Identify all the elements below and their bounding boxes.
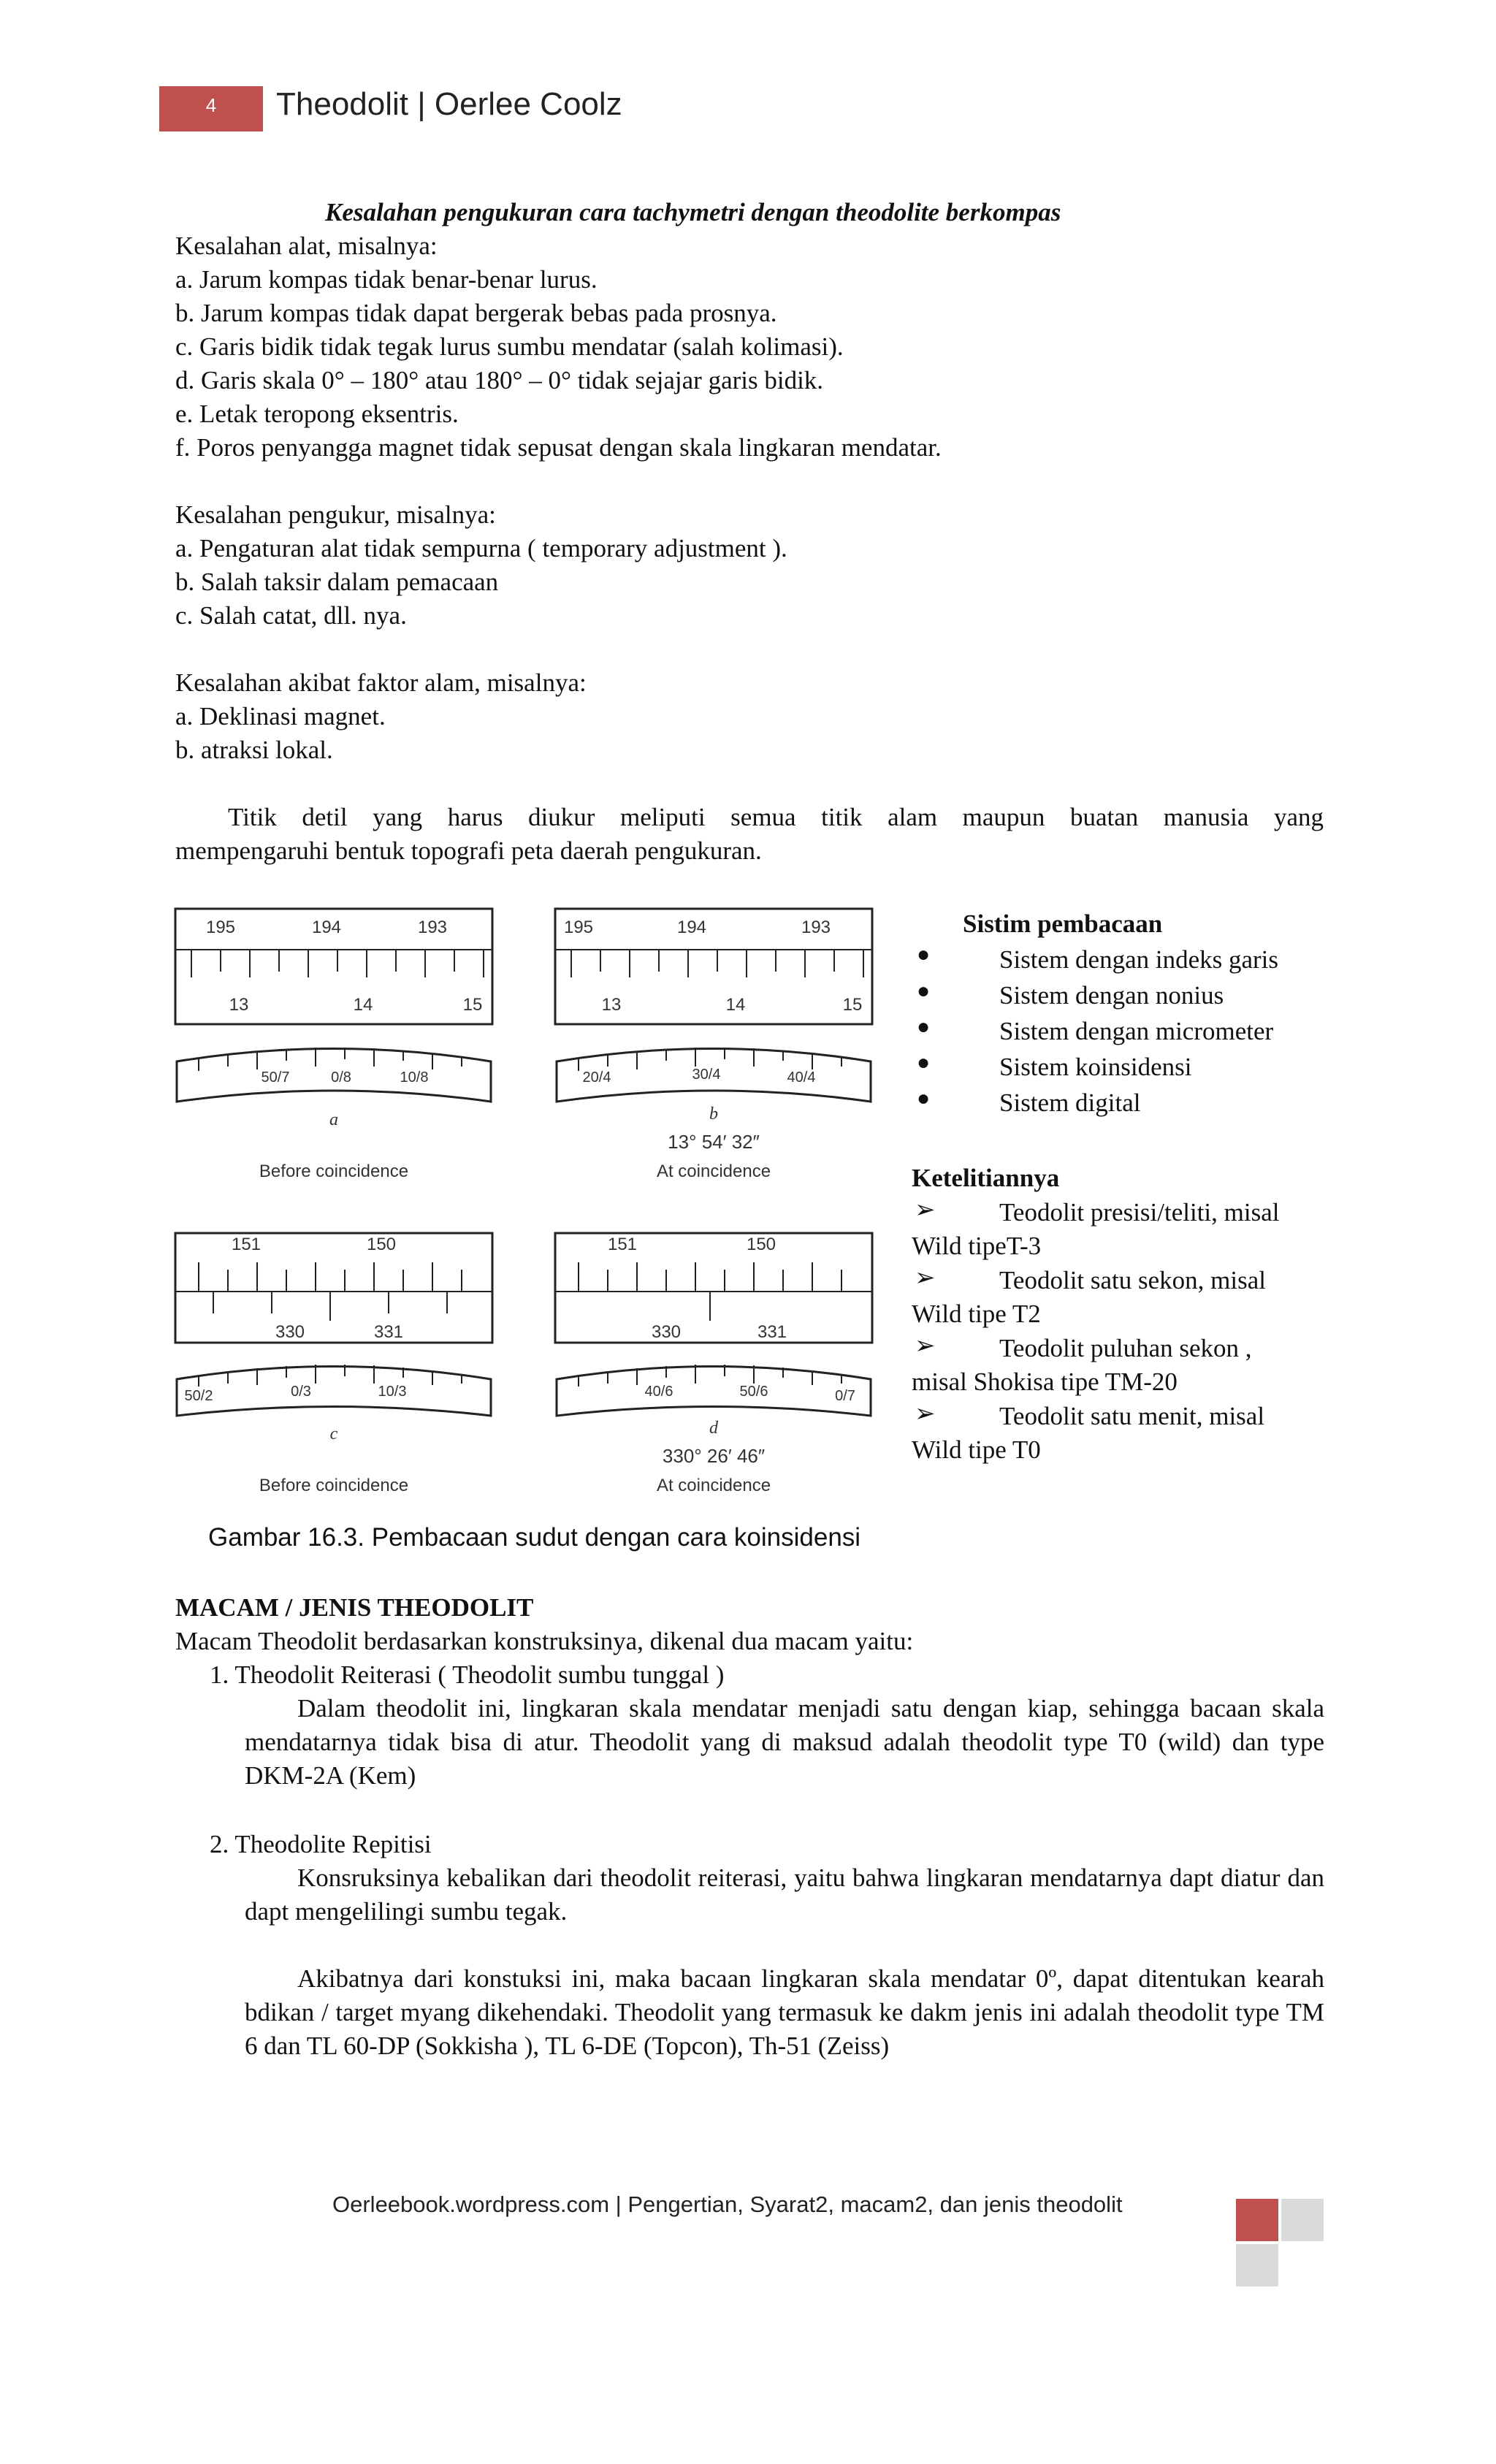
arrow-bullet-icon: ➢ bbox=[915, 1400, 936, 1427]
scale-label: 0/7 bbox=[835, 1388, 855, 1404]
list-item: e. Letak teropong eksentris. bbox=[175, 400, 459, 428]
list-item: c. Salah catat, dll. nya. bbox=[175, 601, 407, 630]
list-item: a. Deklinasi magnet. bbox=[175, 702, 386, 731]
types-heading: MACAM / JENIS THEODOLIT bbox=[175, 1593, 534, 1622]
scale-label: 10/8 bbox=[400, 1069, 429, 1086]
list-item: b. Salah taksir dalam pemacaan bbox=[175, 568, 499, 596]
vernier-scale-diagram bbox=[169, 1218, 498, 1496]
scale-label: 10/3 bbox=[378, 1384, 407, 1400]
panel-letter: d bbox=[709, 1419, 718, 1438]
measurer-errors-heading: Kesalahan pengukur, misalnya: bbox=[175, 500, 496, 529]
list-item: f. Poros penyangga magnet tidak sepusat dengan skala lingkaran mendatar. bbox=[175, 433, 942, 462]
reading-systems-title: Sistim pembacaan bbox=[963, 909, 1163, 938]
scale-label: 330 bbox=[651, 1322, 682, 1342]
list-item: d. Garis skala 0° – 180° atau 180° – 0° tidak sejajar garis bidik. bbox=[175, 366, 824, 394]
list-item: Wild tipe T2 bbox=[912, 1300, 1041, 1328]
list-item: Sistem digital bbox=[999, 1088, 1141, 1117]
scale-label: 40/4 bbox=[787, 1069, 816, 1086]
section-title: Kesalahan pengukuran cara tachymetri dengan theodolite berkompas bbox=[325, 198, 1061, 226]
types-intro: Macam Theodolit berdasarkan konstruksinya, dikenal dua macam yaitu: bbox=[175, 1627, 914, 1655]
bullet-icon: ● bbox=[917, 979, 931, 1003]
list-item: Wild tipe T0 bbox=[912, 1435, 1041, 1464]
scale-label: 20/4 bbox=[582, 1069, 611, 1086]
accuracy-title: Ketelitiannya bbox=[912, 1164, 1060, 1192]
footer-square bbox=[1236, 2244, 1278, 2286]
scale-label: 50/2 bbox=[184, 1388, 213, 1404]
arrow-bullet-icon: ➢ bbox=[915, 1332, 936, 1359]
scale-label: 331 bbox=[373, 1322, 404, 1342]
panel-letter: b bbox=[709, 1105, 718, 1124]
scale-label: 151 bbox=[231, 1235, 262, 1254]
type-1-title: 1. Theodolit Reiterasi ( Theodolit sumbu tunggal ) bbox=[210, 1660, 725, 1689]
scale-label: 0/8 bbox=[331, 1069, 351, 1086]
list-item: Teodolit satu sekon, misal bbox=[999, 1266, 1267, 1294]
page-number: 4 bbox=[205, 94, 217, 116]
list-item: Sistem dengan nonius bbox=[999, 981, 1224, 1010]
scale-label: 13 bbox=[601, 995, 622, 1015]
bullet-icon: ● bbox=[917, 942, 931, 966]
scale-label: 330 bbox=[275, 1322, 305, 1342]
panel-reading: 13° 54′ 32″ bbox=[668, 1131, 760, 1153]
list-item: Sistem dengan indeks garis bbox=[999, 945, 1279, 974]
scale-label: 193 bbox=[801, 918, 831, 937]
panel-caption: Before coincidence bbox=[259, 1476, 409, 1495]
type-2-body-1: Konsruksinya kebalikan dari theodolit reiterasi, yaitu bahwa lingkaran mendatarnya dapt diatur dan dapt mengelilingi sumbu tegak. bbox=[245, 1864, 1324, 1926]
list-item: misal Shokisa tipe TM-20 bbox=[912, 1368, 1178, 1396]
scale-label: 14 bbox=[353, 995, 373, 1015]
type-1-body: Dalam theodolit ini, lingkaran skala mendatar menjadi satu dengan kiap, sehingga bacaan skala mendatarnya tidak bisa di atur. Theodolit yang di maksud adalah theodolit type T0 (wild) dan type DKM-2A (Kem) bbox=[245, 1694, 1324, 1790]
figure-panel-b bbox=[549, 904, 878, 1182]
scale-label: 14 bbox=[725, 995, 746, 1015]
footer-text: Oerleebook.wordpress.com | Pengertian, Syarat2, macam2, dan jenis theodolit bbox=[332, 2192, 1123, 2217]
detail-paragraph-line2: mempengaruhi bentuk topografi peta daerah pengukuran. bbox=[175, 836, 762, 865]
instrument-errors-heading: Kesalahan alat, misalnya: bbox=[175, 232, 438, 260]
scale-label: 15 bbox=[462, 995, 483, 1015]
scale-label: 50/6 bbox=[739, 1384, 768, 1400]
list-item: b. atraksi lokal. bbox=[175, 736, 333, 764]
detail-paragraph-line1: Titik detil yang harus diukur meliputi semua titik alam maupun buatan manusia yang bbox=[228, 803, 1324, 831]
scale-label: 15 bbox=[842, 995, 863, 1015]
scale-label: 151 bbox=[607, 1235, 638, 1254]
list-item: a. Pengaturan alat tidak sempurna ( temporary adjustment ). bbox=[175, 534, 787, 562]
figure-caption: Gambar 16.3. Pembacaan sudut dengan cara koinsidensi bbox=[208, 1523, 861, 1552]
bullet-icon: ● bbox=[917, 1050, 931, 1075]
scale-label: 0/3 bbox=[291, 1384, 311, 1400]
nature-errors-heading: Kesalahan akibat faktor alam, misalnya: bbox=[175, 668, 587, 697]
scale-label: 195 bbox=[563, 918, 594, 937]
list-item: Sistem koinsidensi bbox=[999, 1053, 1192, 1081]
panel-caption: At coincidence bbox=[656, 1476, 771, 1495]
scale-label: 40/6 bbox=[644, 1384, 673, 1400]
list-item: b. Jarum kompas tidak dapat bergerak bebas pada prosnya. bbox=[175, 299, 777, 327]
scale-label: 150 bbox=[366, 1235, 397, 1254]
scale-label: 193 bbox=[417, 918, 448, 937]
type-2-body-2: Akibatnya dari konstuksi ini, maka bacaan lingkaran skala mendatar 0º, dapat ditentukan kearah bdikan / target myang dikehendaki. Theodolit yang termasuk ke dakm jenis ini adalah theodolit type TM 6 dan TL 60-DP (Sokkisha ), TL 6-DE (Topcon), Th-51 (Zeiss) bbox=[245, 1964, 1324, 2060]
scale-label: 150 bbox=[746, 1235, 776, 1254]
figure-panel-c bbox=[169, 1218, 498, 1496]
scale-label: 195 bbox=[205, 918, 236, 937]
list-item: Wild tipeT-3 bbox=[912, 1232, 1042, 1260]
arrow-bullet-icon: ➢ bbox=[915, 1265, 936, 1292]
footer-square bbox=[1281, 2199, 1324, 2241]
scale-label: 194 bbox=[676, 918, 707, 937]
panel-caption: At coincidence bbox=[656, 1162, 771, 1181]
scale-label: 13 bbox=[229, 995, 249, 1015]
scale-label: 331 bbox=[757, 1322, 787, 1342]
list-item: c. Garis bidik tidak tegak lurus sumbu mendatar (salah kolimasi). bbox=[175, 332, 844, 361]
panel-letter: a bbox=[329, 1110, 338, 1129]
panel-reading: 330° 26′ 46″ bbox=[662, 1445, 766, 1467]
list-item: Teodolit presisi/teliti, misal bbox=[999, 1198, 1280, 1227]
footer-square-accent bbox=[1236, 2199, 1278, 2241]
scale-label: 30/4 bbox=[692, 1067, 721, 1083]
bullet-icon: ● bbox=[917, 1086, 931, 1110]
header-title: Theodolit | Oerlee Coolz bbox=[276, 86, 622, 122]
scale-label: 50/7 bbox=[261, 1069, 290, 1086]
figure-panel-a bbox=[169, 904, 498, 1182]
arrow-bullet-icon: ➢ bbox=[915, 1197, 936, 1224]
list-item: Sistem dengan micrometer bbox=[999, 1017, 1274, 1045]
panel-letter: c bbox=[329, 1424, 338, 1443]
list-item: Teodolit satu menit, misal bbox=[999, 1402, 1265, 1430]
bullet-icon: ● bbox=[917, 1015, 931, 1039]
vernier-scale-diagram bbox=[169, 904, 498, 1182]
list-item: Teodolit puluhan sekon , bbox=[999, 1334, 1252, 1362]
type-2-title: 2. Theodolite Repitisi bbox=[210, 1830, 432, 1858]
list-item: a. Jarum kompas tidak benar-benar lurus. bbox=[175, 265, 598, 294]
scale-label: 194 bbox=[311, 918, 342, 937]
figure-panel-d bbox=[549, 1218, 878, 1496]
panel-caption: Before coincidence bbox=[259, 1162, 409, 1181]
